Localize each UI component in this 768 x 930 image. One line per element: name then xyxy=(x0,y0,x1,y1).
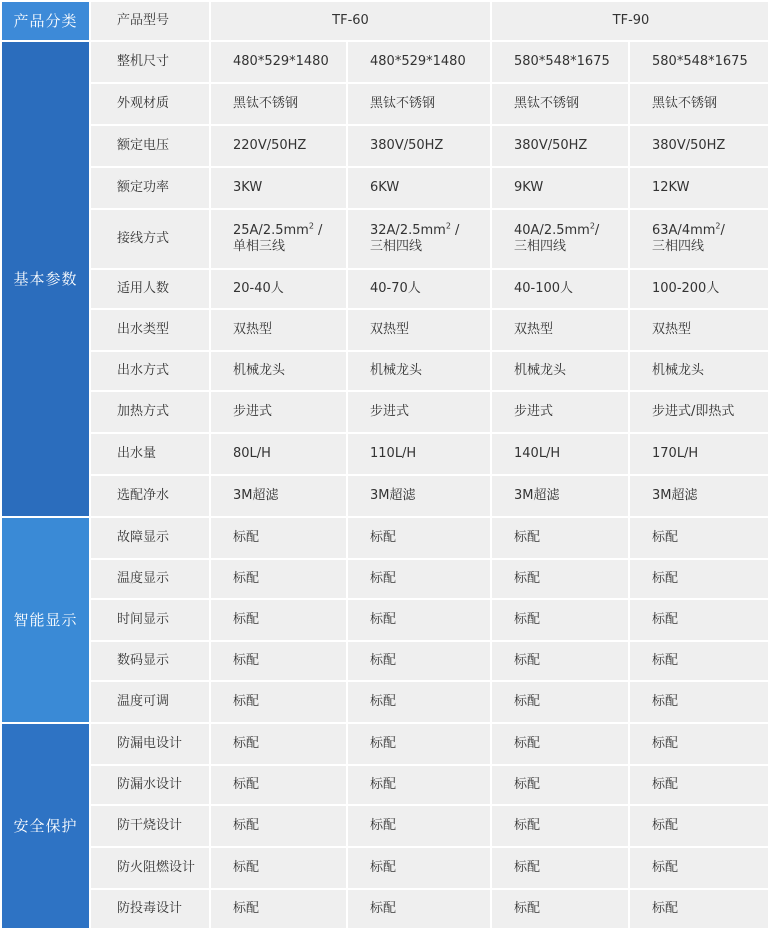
value-cell: 标配 xyxy=(630,600,768,640)
value-cell: 标配 xyxy=(492,560,628,598)
section-display: 智能显示 xyxy=(2,518,89,722)
value-cell: 标配 xyxy=(630,518,768,558)
section-safety: 安全保护 xyxy=(2,724,89,928)
value-cell: 20-40人 xyxy=(211,270,346,308)
table-row xyxy=(2,270,768,308)
value-cell: 40-100人 xyxy=(492,270,628,308)
table-row xyxy=(2,724,768,764)
param-label: 时间显示 xyxy=(91,600,209,640)
value-cell: 6KW xyxy=(348,168,490,208)
value-cell: 标配 xyxy=(348,890,490,928)
wiring-phase: 三相四线 xyxy=(514,239,567,254)
table-row xyxy=(2,518,768,558)
wiring-phase: 单相三线 xyxy=(233,239,286,254)
value-cell: 步进式 xyxy=(348,392,490,432)
value-cell: 标配 xyxy=(348,682,490,722)
value-cell: 黑钛不锈钢 xyxy=(211,84,346,124)
value-cell: 3M超滤 xyxy=(211,476,346,516)
wiring-slash: / xyxy=(720,223,725,238)
category-header: 产品分类 xyxy=(2,2,89,40)
value-cell: 标配 xyxy=(348,724,490,764)
wiring-phase: 三相四线 xyxy=(652,239,705,254)
param-label: 数码显示 xyxy=(91,642,209,680)
table-row xyxy=(2,848,768,888)
param-label: 适用人数 xyxy=(91,270,209,308)
section-basic: 基本参数 xyxy=(2,42,89,516)
table-row xyxy=(2,84,768,124)
value-cell: 170L/H xyxy=(630,434,768,474)
value-cell: 标配 xyxy=(348,642,490,680)
value-cell: 标配 xyxy=(630,560,768,598)
param-label: 防火阻燃设计 xyxy=(91,848,209,888)
value-cell: 标配 xyxy=(348,806,490,846)
param-label: 防投毒设计 xyxy=(91,890,209,928)
value-cell: 标配 xyxy=(211,806,346,846)
value-cell xyxy=(492,210,628,268)
value-cell: 580*548*1675 xyxy=(630,42,768,82)
table-row xyxy=(2,168,768,208)
wiring-slash: / xyxy=(450,223,460,238)
table-row xyxy=(2,476,768,516)
wiring-superscript: 2 xyxy=(715,221,721,231)
value-cell: 步进式 xyxy=(211,392,346,432)
table-row xyxy=(2,600,768,640)
value-cell: 标配 xyxy=(492,806,628,846)
param-label: 温度显示 xyxy=(91,560,209,598)
value-cell: 黑钛不锈钢 xyxy=(630,84,768,124)
wiring-slash: / xyxy=(594,223,600,238)
param-label: 外观材质 xyxy=(91,84,209,124)
model-label: 产品型号 xyxy=(91,2,209,40)
value-cell: 双热型 xyxy=(348,310,490,350)
param-label: 防漏水设计 xyxy=(91,766,209,804)
table-row xyxy=(2,126,768,166)
value-cell: 220V/50HZ xyxy=(211,126,346,166)
value-cell: 标配 xyxy=(348,600,490,640)
table-row xyxy=(2,210,768,268)
value-cell: 标配 xyxy=(630,806,768,846)
value-cell: 80L/H xyxy=(211,434,346,474)
value-cell: 标配 xyxy=(211,560,346,598)
value-cell: 标配 xyxy=(492,600,628,640)
value-cell: 3KW xyxy=(211,168,346,208)
value-cell: 标配 xyxy=(492,682,628,722)
value-cell: 9KW xyxy=(492,168,628,208)
table-row xyxy=(2,310,768,350)
value-cell: 12KW xyxy=(630,168,768,208)
value-cell: 标配 xyxy=(348,560,490,598)
value-cell: 黑钛不锈钢 xyxy=(492,84,628,124)
param-label: 防漏电设计 xyxy=(91,724,209,764)
value-cell: 380V/50HZ xyxy=(492,126,628,166)
table-row xyxy=(2,642,768,680)
value-cell: 双热型 xyxy=(630,310,768,350)
value-cell: 3M超滤 xyxy=(630,476,768,516)
table-row xyxy=(2,806,768,846)
value-cell: 标配 xyxy=(211,518,346,558)
value-cell: 标配 xyxy=(630,766,768,804)
value-cell: 机械龙头 xyxy=(348,352,490,390)
param-label: 出水方式 xyxy=(91,352,209,390)
value-cell: 480*529*1480 xyxy=(211,42,346,82)
value-cell: 标配 xyxy=(348,848,490,888)
value-cell: 标配 xyxy=(492,848,628,888)
wiring-superscript: 2 xyxy=(308,221,314,231)
value-cell: 140L/H xyxy=(492,434,628,474)
wiring-current: 63A/4mm xyxy=(652,223,716,238)
value-cell: 标配 xyxy=(630,848,768,888)
value-cell: 双热型 xyxy=(211,310,346,350)
wiring-current: 40A/2.5mm xyxy=(514,223,590,238)
value-cell: 100-200人 xyxy=(630,270,768,308)
table-row xyxy=(2,434,768,474)
param-label: 额定功率 xyxy=(91,168,209,208)
value-cell xyxy=(348,210,490,268)
param-label: 选配净水 xyxy=(91,476,209,516)
wiring-slash: / xyxy=(313,223,323,238)
wiring-superscript: 2 xyxy=(445,221,451,231)
value-cell: 标配 xyxy=(492,724,628,764)
value-cell: 黑钛不锈钢 xyxy=(348,84,490,124)
value-cell: 标配 xyxy=(630,724,768,764)
param-label: 整机尺寸 xyxy=(91,42,209,82)
value-cell: 机械龙头 xyxy=(630,352,768,390)
value-cell: 标配 xyxy=(492,890,628,928)
param-label: 加热方式 xyxy=(91,392,209,432)
table-row xyxy=(2,890,768,928)
value-cell xyxy=(630,210,768,268)
value-cell: 标配 xyxy=(211,890,346,928)
value-cell: 标配 xyxy=(348,766,490,804)
param-label: 出水量 xyxy=(91,434,209,474)
param-label: 出水类型 xyxy=(91,310,209,350)
value-cell: 40-70人 xyxy=(348,270,490,308)
value-cell: 标配 xyxy=(630,682,768,722)
table-row xyxy=(2,682,768,722)
wiring-phase: 三相四线 xyxy=(370,239,423,254)
value-cell: 步进式/即热式 xyxy=(630,392,768,432)
value-cell: 标配 xyxy=(211,724,346,764)
value-cell: 3M超滤 xyxy=(492,476,628,516)
value-cell: 双热型 xyxy=(492,310,628,350)
param-label: 防干烧设计 xyxy=(91,806,209,846)
model-tf90: TF-90 xyxy=(492,2,768,40)
param-label: 温度可调 xyxy=(91,682,209,722)
table-row xyxy=(2,560,768,598)
value-cell: 标配 xyxy=(211,682,346,722)
model-tf60: TF-60 xyxy=(211,2,490,40)
value-cell: 380V/50HZ xyxy=(630,126,768,166)
value-cell: 标配 xyxy=(211,600,346,640)
value-cell: 580*548*1675 xyxy=(492,42,628,82)
value-cell: 标配 xyxy=(630,890,768,928)
value-cell xyxy=(211,210,346,268)
value-cell: 机械龙头 xyxy=(492,352,628,390)
value-cell: 380V/50HZ xyxy=(348,126,490,166)
value-cell: 标配 xyxy=(211,766,346,804)
value-cell: 机械龙头 xyxy=(211,352,346,390)
value-cell: 步进式 xyxy=(492,392,628,432)
value-cell: 480*529*1480 xyxy=(348,42,490,82)
param-label: 故障显示 xyxy=(91,518,209,558)
value-cell: 标配 xyxy=(211,642,346,680)
value-cell: 标配 xyxy=(630,642,768,680)
param-label: 接线方式 xyxy=(91,210,209,268)
wiring-current: 25A/2.5mm xyxy=(233,223,309,238)
value-cell: 110L/H xyxy=(348,434,490,474)
param-label: 额定电压 xyxy=(91,126,209,166)
wiring-current: 32A/2.5mm xyxy=(370,223,446,238)
value-cell: 3M超滤 xyxy=(348,476,490,516)
value-cell: 标配 xyxy=(492,518,628,558)
value-cell: 标配 xyxy=(492,766,628,804)
table-row xyxy=(2,392,768,432)
value-cell: 标配 xyxy=(211,848,346,888)
value-cell: 标配 xyxy=(348,518,490,558)
table-row xyxy=(2,42,768,82)
table-row xyxy=(2,352,768,390)
value-cell: 标配 xyxy=(492,642,628,680)
wiring-superscript: 2 xyxy=(589,221,595,231)
table-row xyxy=(2,766,768,804)
header-row xyxy=(2,2,768,40)
